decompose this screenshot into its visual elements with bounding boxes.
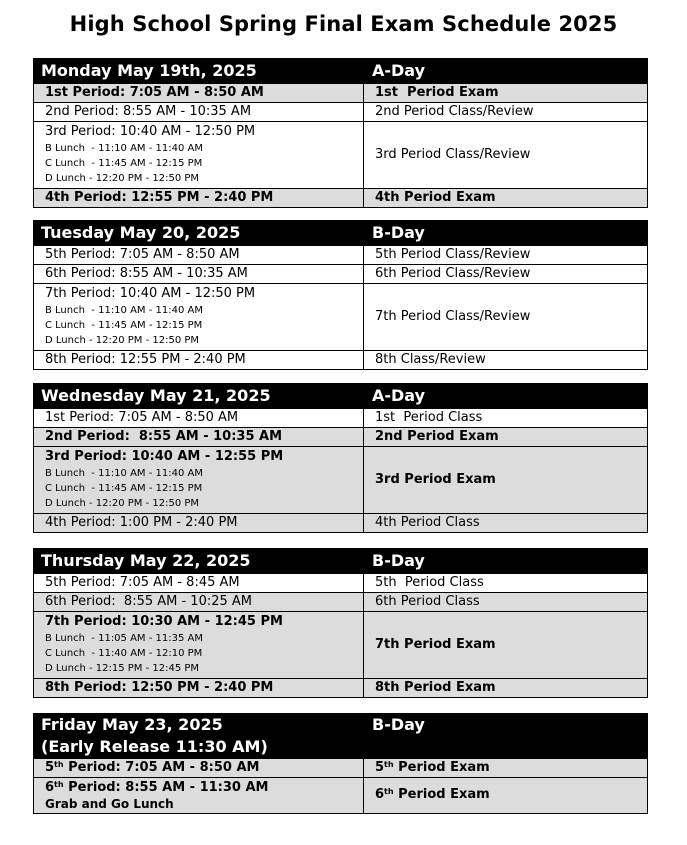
lunch-d: D Lunch - 12:15 PM - 12:45 PM bbox=[45, 663, 200, 674]
lunch-b: B Lunch - 11:10 AM - 11:40 AM bbox=[45, 143, 203, 154]
period-activity: 1st Period Class bbox=[364, 409, 648, 428]
table-row bbox=[34, 514, 648, 533]
day-header bbox=[34, 221, 648, 246]
table-row bbox=[34, 84, 648, 103]
day-name: Monday May 19th, 2025 bbox=[34, 59, 364, 84]
period-time-with-note bbox=[34, 778, 364, 814]
table-row bbox=[34, 759, 648, 778]
table-row bbox=[34, 593, 648, 612]
table-row bbox=[34, 778, 648, 814]
ordinal-suffix: th bbox=[384, 787, 394, 796]
day-type: B-Day bbox=[364, 714, 648, 759]
day-type: B-Day bbox=[364, 221, 648, 246]
table-row bbox=[34, 103, 648, 122]
table-row bbox=[34, 189, 648, 208]
lunch-note: Grab and Go Lunch bbox=[45, 797, 174, 811]
period-activity: 2nd Period Exam bbox=[364, 428, 648, 447]
day-name: Friday May 23, 2025 bbox=[41, 715, 223, 734]
period-time-with-lunches bbox=[34, 612, 364, 679]
period-time: 1st Period: 7:05 AM - 8:50 AM bbox=[34, 84, 364, 103]
friday-schedule-table bbox=[33, 713, 648, 814]
lunch-c: C Lunch - 11:45 AM - 12:15 PM bbox=[45, 320, 203, 331]
ordinal-suffix: th bbox=[54, 760, 64, 769]
day-header bbox=[34, 384, 648, 409]
period-activity: 8th Period Exam bbox=[364, 679, 648, 698]
period-time-text: Period: 8:55 AM - 11:30 AM bbox=[63, 780, 269, 795]
table-row bbox=[34, 447, 648, 514]
table-row bbox=[34, 246, 648, 265]
period-time: 4th Period: 12:55 PM - 2:40 PM bbox=[34, 189, 364, 208]
early-release-note: (Early Release 11:30 AM) bbox=[41, 737, 268, 756]
lunch-d: D Lunch - 12:20 PM - 12:50 PM bbox=[45, 335, 200, 346]
table-row bbox=[34, 612, 648, 679]
period-time bbox=[45, 780, 269, 795]
table-row bbox=[34, 428, 648, 447]
period-time: 3rd Period: 10:40 AM - 12:55 PM bbox=[45, 449, 284, 464]
period-activity: 2nd Period Class/Review bbox=[364, 103, 648, 122]
lunch-d: D Lunch - 12:20 PM - 12:50 PM bbox=[45, 173, 200, 184]
period-time: 8th Period: 12:50 PM - 2:40 PM bbox=[34, 679, 364, 698]
thursday-schedule-table bbox=[33, 548, 648, 698]
period-time: 3rd Period: 10:40 AM - 12:50 PM bbox=[45, 124, 256, 139]
page-title: High School Spring Final Exam Schedule 2025 bbox=[69, 12, 618, 36]
wednesday-schedule-table bbox=[33, 383, 648, 533]
period-time: 5th Period: 7:05 AM - 8:50 AM bbox=[34, 246, 364, 265]
period-activity: 7th Period Class/Review bbox=[364, 284, 648, 351]
period-time: 4th Period: 1:00 PM - 2:40 PM bbox=[34, 514, 364, 533]
period-time: 7th Period: 10:40 AM - 12:50 PM bbox=[45, 286, 256, 301]
period-activity: 3rd Period Class/Review bbox=[364, 122, 648, 189]
day-header bbox=[34, 59, 648, 84]
lunch-b: B Lunch - 11:05 AM - 11:35 AM bbox=[45, 633, 203, 644]
period-time: 6th Period: 8:55 AM - 10:25 AM bbox=[34, 593, 364, 612]
period-activity bbox=[364, 778, 648, 814]
period-activity: 1st Period Exam bbox=[364, 84, 648, 103]
lunch-c: C Lunch - 11:40 AM - 12:10 PM bbox=[45, 648, 203, 659]
day-name-cell bbox=[34, 714, 364, 759]
period-time-with-lunches bbox=[34, 447, 364, 514]
day-type: A-Day bbox=[364, 384, 648, 409]
period-time-with-lunches bbox=[34, 284, 364, 351]
period-activity: 6th Period Class bbox=[364, 593, 648, 612]
period-time: 2nd Period: 8:55 AM - 10:35 AM bbox=[34, 103, 364, 122]
period-time-with-lunches bbox=[34, 122, 364, 189]
tuesday-schedule-table bbox=[33, 220, 648, 370]
period-time: 2nd Period: 8:55 AM - 10:35 AM bbox=[34, 428, 364, 447]
period-activity: 4th Period Exam bbox=[364, 189, 648, 208]
ordinal-suffix: th bbox=[54, 780, 64, 789]
period-activity: 8th Class/Review bbox=[364, 351, 648, 370]
period-number: 6 bbox=[45, 780, 55, 795]
period-number: 5 bbox=[45, 760, 55, 775]
lunch-c: C Lunch - 11:45 AM - 12:15 PM bbox=[45, 158, 203, 169]
period-time: 6th Period: 8:55 AM - 10:35 AM bbox=[34, 265, 364, 284]
table-row bbox=[34, 265, 648, 284]
period-activity: 3rd Period Exam bbox=[364, 447, 648, 514]
day-type: B-Day bbox=[364, 549, 648, 574]
day-header bbox=[34, 549, 648, 574]
period-time bbox=[34, 759, 364, 778]
table-row bbox=[34, 679, 648, 698]
monday-schedule-table bbox=[33, 58, 648, 208]
day-type: A-Day bbox=[364, 59, 648, 84]
period-number: 6 bbox=[375, 787, 385, 802]
ordinal-suffix: th bbox=[384, 760, 394, 769]
table-row bbox=[34, 409, 648, 428]
period-activity: 6th Period Class/Review bbox=[364, 265, 648, 284]
table-row bbox=[34, 122, 648, 189]
period-activity: 4th Period Class bbox=[364, 514, 648, 533]
table-row bbox=[34, 351, 648, 370]
period-activity: 5th Period Class bbox=[364, 574, 648, 593]
period-activity: 7th Period Exam bbox=[364, 612, 648, 679]
period-time-text: Period: 7:05 AM - 8:50 AM bbox=[63, 760, 260, 775]
period-activity bbox=[364, 759, 648, 778]
day-header bbox=[34, 714, 648, 759]
lunch-b: B Lunch - 11:10 AM - 11:40 AM bbox=[45, 468, 203, 479]
period-activity-text: Period Exam bbox=[393, 787, 490, 802]
period-time: 8th Period: 12:55 PM - 2:40 PM bbox=[34, 351, 364, 370]
day-name: Tuesday May 20, 2025 bbox=[34, 221, 364, 246]
table-row bbox=[34, 284, 648, 351]
period-activity-text: Period Exam bbox=[393, 760, 490, 775]
table-row bbox=[34, 574, 648, 593]
period-time: 1st Period: 7:05 AM - 8:50 AM bbox=[34, 409, 364, 428]
period-activity: 5th Period Class/Review bbox=[364, 246, 648, 265]
day-name: Wednesday May 21, 2025 bbox=[34, 384, 364, 409]
period-time: 5th Period: 7:05 AM - 8:45 AM bbox=[34, 574, 364, 593]
lunch-c: C Lunch - 11:45 AM - 12:15 PM bbox=[45, 483, 203, 494]
period-number: 5 bbox=[375, 760, 385, 775]
lunch-b: B Lunch - 11:10 AM - 11:40 AM bbox=[45, 305, 203, 316]
period-time: 7th Period: 10:30 AM - 12:45 PM bbox=[45, 614, 283, 629]
lunch-d: D Lunch - 12:20 PM - 12:50 PM bbox=[45, 498, 200, 509]
day-name: Thursday May 22, 2025 bbox=[34, 549, 364, 574]
